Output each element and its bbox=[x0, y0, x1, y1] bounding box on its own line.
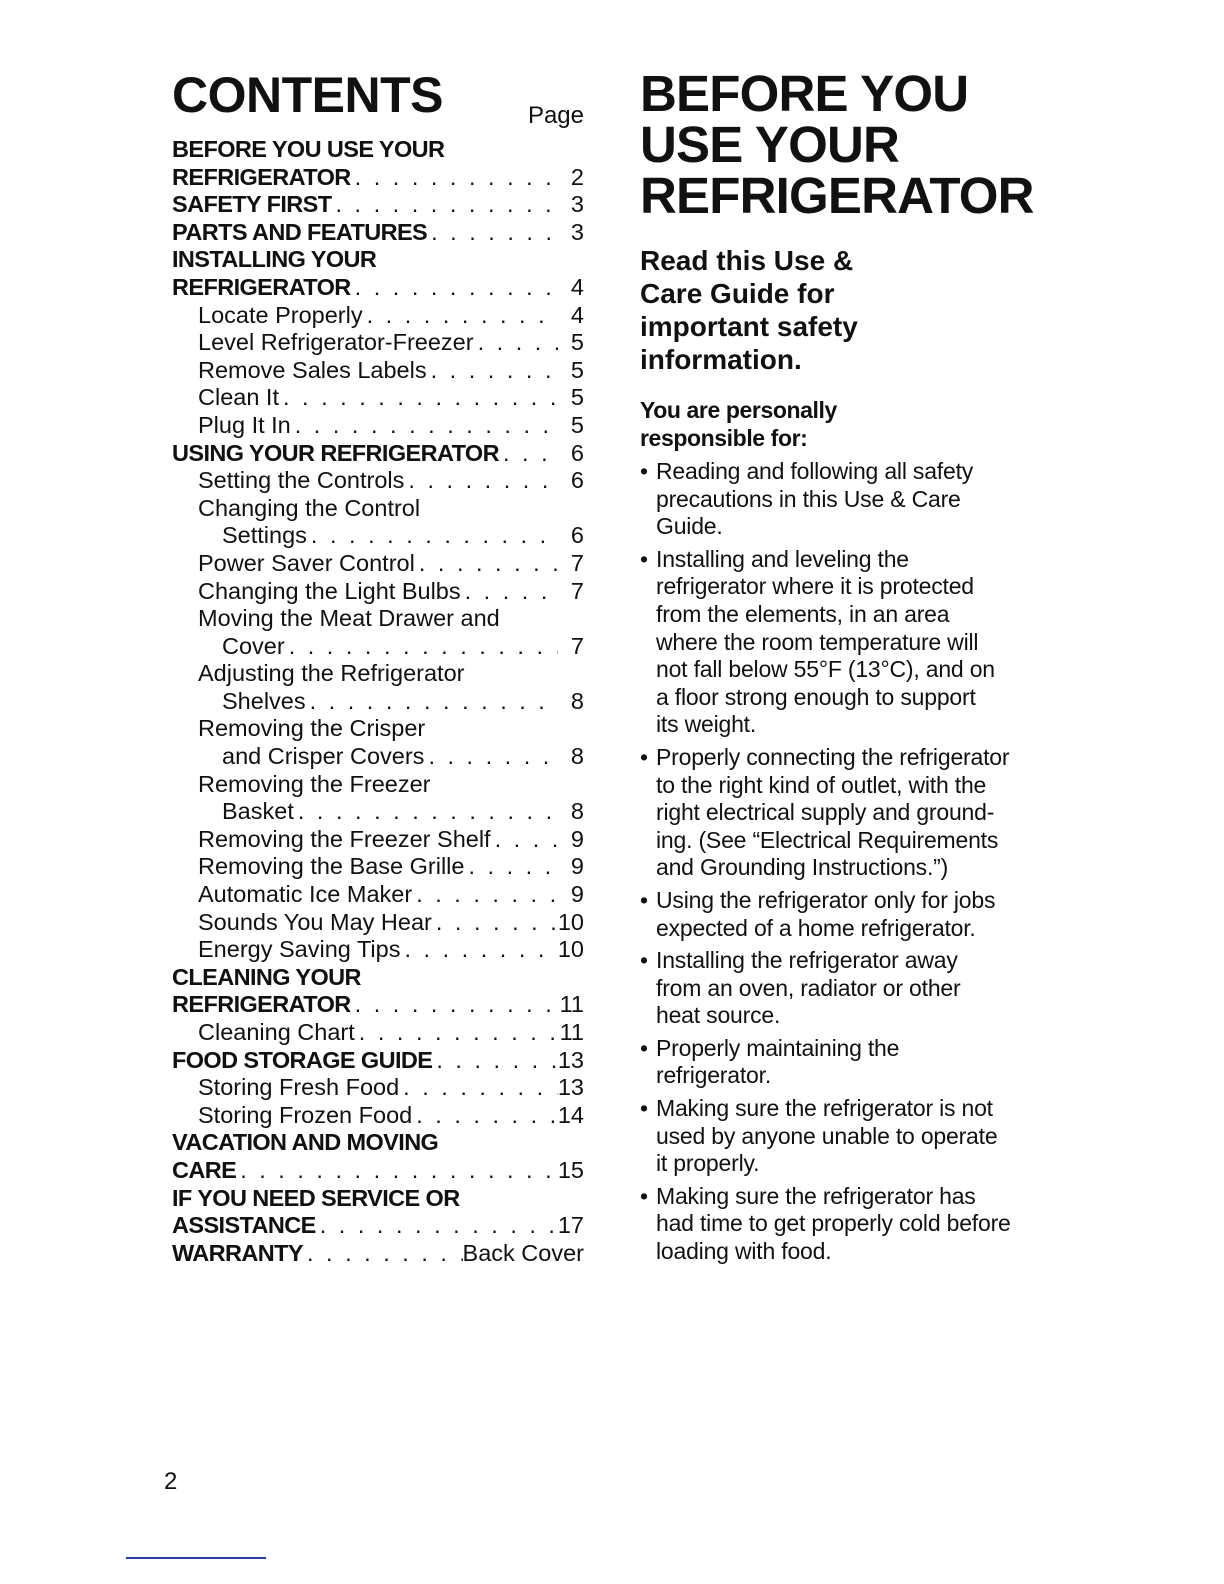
responsibility-item-line: • Making sure the refrigerator is not bbox=[656, 1095, 993, 1122]
toc-line bbox=[172, 440, 584, 468]
toc-entry-text: Sounds You May Hear bbox=[198, 908, 432, 935]
responsibility-item-line: and Grounding Instructions.”) bbox=[656, 854, 949, 881]
toc-entry-text: Removing the Base Grille bbox=[198, 853, 465, 880]
responsibility-item-line: where the room temperature will bbox=[656, 628, 979, 655]
toc-leader-dots bbox=[279, 384, 558, 412]
toc-entry-text: REFRIGERATOR bbox=[172, 273, 351, 300]
toc-line bbox=[172, 357, 584, 385]
toc-page-number: 5 bbox=[570, 329, 584, 356]
toc-entry-text: Changing the Control bbox=[198, 494, 421, 521]
toc-leader-dots bbox=[332, 191, 559, 219]
toc-leader-dots bbox=[432, 1047, 558, 1075]
responsibility-item bbox=[640, 1095, 1060, 1178]
toc-page-number: 2 bbox=[570, 163, 584, 190]
toc-line bbox=[172, 798, 584, 826]
toc-entry-text: SAFETY FIRST bbox=[172, 191, 332, 218]
toc-line bbox=[172, 743, 584, 771]
toc-line bbox=[172, 1102, 584, 1130]
toc-entry-text: Locate Properly bbox=[198, 301, 363, 328]
toc-line bbox=[172, 853, 584, 881]
toc-page-number: 5 bbox=[570, 384, 584, 411]
toc-page-number: Back Cover bbox=[462, 1239, 584, 1266]
toc-line bbox=[172, 136, 584, 164]
toc-line bbox=[172, 633, 584, 661]
toc-entry-text: BEFORE YOU USE YOUR bbox=[172, 136, 445, 162]
toc-line bbox=[172, 605, 584, 633]
toc-leader-dots bbox=[499, 440, 558, 468]
responsibility-item-line: loading with food. bbox=[656, 1238, 832, 1265]
toc-entry-text: USING YOUR REFRIGERATOR bbox=[172, 439, 499, 466]
responsibility-item-line: • Reading and following all safety bbox=[656, 458, 974, 484]
responsibility-item-line: Guide. bbox=[656, 513, 723, 540]
toc-entry-text: Removing the Freezer Shelf bbox=[198, 825, 491, 852]
responsibility-item-line: used by anyone unable to operate bbox=[656, 1122, 998, 1149]
toc-entry-text: CARE bbox=[172, 1156, 237, 1183]
toc-line bbox=[172, 164, 584, 192]
toc-leader-dots bbox=[432, 909, 558, 937]
toc-page-number: 9 bbox=[570, 853, 584, 880]
toc-leader-dots bbox=[412, 1102, 558, 1130]
toc-entry-text: Energy Saving Tips bbox=[198, 936, 401, 963]
toc-line bbox=[172, 715, 584, 743]
toc-page-number: 7 bbox=[570, 577, 584, 604]
responsibility-item-line: right electrical supply and ground- bbox=[656, 799, 995, 826]
toc-leader-dots bbox=[461, 578, 558, 606]
toc-leader-dots bbox=[355, 1019, 558, 1047]
toc-page-number: 17 bbox=[557, 1212, 584, 1239]
toc-entry-text: ASSISTANCE bbox=[172, 1212, 316, 1239]
toc-line bbox=[172, 1019, 584, 1047]
toc-page-number: 3 bbox=[570, 218, 584, 245]
toc-entry-text: and Crisper Covers bbox=[222, 743, 425, 770]
toc-page-number: 7 bbox=[570, 632, 584, 659]
toc-leader-dots bbox=[415, 550, 558, 578]
toc-leader-dots bbox=[306, 688, 558, 716]
responsibility-item-line: its weight. bbox=[656, 711, 757, 738]
toc-line bbox=[172, 1185, 584, 1213]
toc-leader-dots bbox=[303, 1240, 463, 1268]
toc-page-number: 4 bbox=[570, 301, 584, 328]
toc-line bbox=[172, 1129, 584, 1157]
toc-entry-text: WARRANTY bbox=[172, 1239, 303, 1266]
toc-entry-text: REFRIGERATOR bbox=[172, 991, 351, 1018]
section-title-line: REFRIGERATOR bbox=[640, 167, 1034, 224]
toc-leader-dots bbox=[291, 412, 558, 440]
toc-entry-text: Moving the Meat Drawer and bbox=[198, 605, 500, 632]
toc-entry-text: REFRIGERATOR bbox=[172, 163, 351, 190]
responsibility-line: responsible for: bbox=[640, 425, 808, 451]
toc-entry-text: Cleaning Chart bbox=[198, 1019, 355, 1045]
toc-leader-dots bbox=[464, 853, 558, 881]
toc-page-number: 8 bbox=[570, 687, 584, 714]
toc-line bbox=[172, 412, 584, 440]
read-guide-line: Read this Use & bbox=[640, 245, 854, 276]
responsibility-item bbox=[640, 947, 1060, 1030]
toc-line bbox=[172, 881, 584, 909]
read-guide-line: information. bbox=[640, 344, 802, 375]
toc-line bbox=[172, 274, 584, 302]
responsibility-item-line: from an oven, radiator or other bbox=[656, 974, 961, 1001]
responsibility-item-line: • Using the refrigerator only for jobs bbox=[656, 886, 996, 913]
toc-page-number: 11 bbox=[559, 1019, 584, 1045]
responsibility-item-line: to the right kind of outlet, with the bbox=[656, 771, 987, 798]
responsibility-item bbox=[640, 546, 1060, 739]
toc-page-number: 9 bbox=[570, 825, 584, 852]
toc-line bbox=[172, 688, 584, 716]
toc-leader-dots bbox=[491, 826, 558, 854]
contents-title: CONTENTS bbox=[172, 67, 443, 123]
toc-leader-dots bbox=[351, 274, 558, 302]
responsibility-item-line: expected of a home refrigerator. bbox=[656, 914, 976, 941]
toc-entry-text: INSTALLING YOUR bbox=[172, 246, 377, 273]
toc-line bbox=[172, 219, 584, 247]
responsibility-item-line: it properly. bbox=[656, 1150, 760, 1177]
toc-page-number: 5 bbox=[570, 356, 584, 383]
before-you-use-column bbox=[640, 65, 1060, 1271]
toc-leader-dots bbox=[399, 1074, 558, 1102]
responsibility-item-line: • Properly maintaining the bbox=[656, 1034, 900, 1061]
toc-entry-text: Storing Frozen Food bbox=[198, 1101, 413, 1128]
responsibility-line: You are personally bbox=[640, 397, 837, 423]
read-guide-line: important safety bbox=[640, 311, 858, 342]
toc-leader-dots bbox=[294, 798, 558, 826]
toc-page-number: 10 bbox=[557, 908, 584, 935]
toc-page-number: 10 bbox=[557, 936, 584, 963]
toc-page-number: 9 bbox=[570, 881, 584, 908]
toc-entry-text: Clean It bbox=[198, 384, 279, 411]
toc-leader-dots bbox=[427, 219, 558, 247]
toc-leader-dots bbox=[285, 633, 558, 661]
toc-page-number: 8 bbox=[570, 743, 584, 770]
responsibility-item-line: not fall below 55°F (13°C), and on bbox=[656, 656, 995, 683]
toc-line bbox=[172, 495, 584, 523]
toc-line bbox=[172, 964, 584, 992]
responsibility-item-line: a floor strong enough to support bbox=[656, 683, 976, 710]
toc-line bbox=[172, 1047, 584, 1075]
contents-column bbox=[172, 67, 584, 1267]
toc-leader-dots bbox=[404, 467, 558, 495]
read-guide-heading bbox=[640, 244, 1060, 376]
toc-line bbox=[172, 550, 584, 578]
toc-page-number: 13 bbox=[557, 1046, 584, 1073]
toc-entry-text: Adjusting the Refrigerator bbox=[198, 660, 465, 687]
toc-page-number: 6 bbox=[570, 467, 584, 494]
toc-line bbox=[172, 771, 584, 799]
toc-leader-dots bbox=[424, 743, 558, 771]
toc-line bbox=[172, 522, 584, 550]
responsibility-item-line: • Installing the refrigerator away bbox=[656, 947, 958, 974]
toc-entry-text: PARTS AND FEATURES bbox=[172, 218, 428, 245]
toc-entry-text: Setting the Controls bbox=[198, 467, 405, 494]
responsibility-item bbox=[640, 458, 1060, 541]
toc-page-number: 13 bbox=[557, 1074, 584, 1101]
responsibility-item-line: • Properly connecting the refrigerator bbox=[656, 743, 1010, 770]
responsibility-item-line: from the elements, in an area bbox=[656, 600, 950, 627]
toc-line bbox=[172, 1212, 584, 1240]
table-of-contents bbox=[172, 136, 584, 1267]
page-column-label: Page bbox=[527, 102, 584, 129]
toc-entry-text: Basket bbox=[222, 798, 294, 825]
toc-line bbox=[172, 302, 584, 330]
responsibility-heading bbox=[640, 396, 1060, 452]
responsibility-item bbox=[640, 1035, 1060, 1090]
toc-leader-dots bbox=[474, 329, 558, 357]
footer-divider bbox=[126, 1557, 266, 1559]
toc-page-number: 8 bbox=[570, 798, 584, 825]
toc-line bbox=[172, 467, 584, 495]
toc-entry-text: Cover bbox=[222, 632, 285, 659]
toc-entry-text: Shelves bbox=[222, 687, 306, 714]
toc-leader-dots bbox=[236, 1157, 558, 1185]
toc-leader-dots bbox=[363, 302, 558, 330]
toc-leader-dots bbox=[351, 164, 558, 192]
toc-page-number: 3 bbox=[570, 191, 584, 218]
toc-leader-dots bbox=[427, 357, 558, 385]
read-guide-line: Care Guide for bbox=[640, 278, 835, 309]
toc-line bbox=[172, 384, 584, 412]
toc-line bbox=[172, 1157, 584, 1185]
responsibility-item bbox=[640, 887, 1060, 942]
section-title-line: BEFORE YOU bbox=[640, 65, 969, 122]
toc-leader-dots bbox=[307, 522, 558, 550]
responsibility-item-line: had time to get properly cold before bbox=[656, 1210, 1011, 1237]
toc-entry-text: Remove Sales Labels bbox=[198, 356, 427, 383]
toc-entry-text: Settings bbox=[222, 522, 307, 549]
toc-page-number: 4 bbox=[570, 273, 584, 300]
responsibility-item-line: refrigerator. bbox=[656, 1062, 772, 1089]
toc-page-number: 11 bbox=[559, 991, 584, 1018]
toc-entry-text: Removing the Freezer bbox=[198, 770, 431, 797]
responsibility-list bbox=[640, 458, 1060, 1266]
toc-line bbox=[172, 936, 584, 964]
toc-leader-dots bbox=[412, 881, 558, 909]
responsibility-item-line: • Making sure the refrigerator has bbox=[656, 1182, 976, 1209]
toc-line bbox=[172, 329, 584, 357]
toc-line bbox=[172, 991, 584, 1019]
toc-line bbox=[172, 578, 584, 606]
toc-page-number: 14 bbox=[557, 1101, 584, 1128]
toc-line bbox=[172, 246, 584, 274]
toc-entry-text: Storing Fresh Food bbox=[198, 1074, 400, 1101]
responsibility-item-line: heat source. bbox=[656, 1002, 781, 1029]
toc-entry-text: Power Saver Control bbox=[198, 549, 415, 576]
contents-header bbox=[172, 67, 584, 136]
toc-line bbox=[172, 660, 584, 688]
toc-line bbox=[172, 191, 584, 219]
toc-leader-dots bbox=[316, 1212, 558, 1240]
toc-entry-text: Removing the Crisper bbox=[198, 715, 426, 742]
toc-entry-text: IF YOU NEED SERVICE OR bbox=[172, 1184, 460, 1211]
toc-line bbox=[172, 826, 584, 854]
responsibility-item-line: • Installing and leveling the bbox=[656, 545, 909, 572]
toc-page-number: 5 bbox=[570, 411, 584, 438]
toc-entry-text: CLEANING YOUR bbox=[172, 963, 361, 990]
toc-line bbox=[172, 1240, 584, 1268]
toc-line bbox=[172, 909, 584, 937]
page-number: 2 bbox=[164, 1468, 178, 1495]
responsibility-item bbox=[640, 744, 1060, 882]
toc-page-number: 6 bbox=[570, 522, 584, 549]
responsibility-item bbox=[640, 1183, 1060, 1266]
toc-entry-text: Automatic Ice Maker bbox=[198, 881, 413, 908]
responsibility-item-line: ing. (See “Electrical Requirements bbox=[656, 826, 999, 853]
toc-leader-dots bbox=[400, 936, 557, 964]
toc-entry-text: VACATION AND MOVING bbox=[172, 1129, 439, 1156]
toc-page-number: 6 bbox=[570, 439, 584, 466]
responsibility-item-line: precautions in this Use & Care bbox=[656, 485, 961, 512]
section-title-line: USE YOUR bbox=[640, 116, 900, 173]
toc-entry-text: FOOD STORAGE GUIDE bbox=[172, 1046, 433, 1073]
toc-entry-text: Changing the Light Bulbs bbox=[198, 577, 461, 604]
toc-page-number: 7 bbox=[570, 549, 584, 576]
toc-page-number: 15 bbox=[557, 1156, 584, 1183]
toc-leader-dots bbox=[351, 991, 558, 1019]
section-title bbox=[640, 65, 1060, 224]
responsibility-item-line: refrigerator where it is protected bbox=[656, 573, 974, 600]
toc-line bbox=[172, 1074, 584, 1102]
toc-entry-text: Plug It In bbox=[198, 411, 291, 438]
toc-entry-text: Level Refrigerator-Freezer bbox=[198, 329, 474, 356]
